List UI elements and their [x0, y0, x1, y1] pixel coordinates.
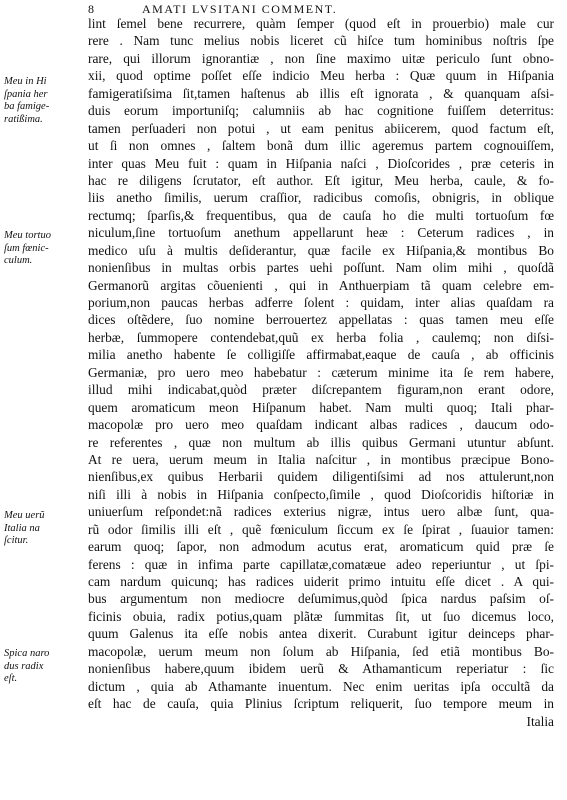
- margin-note-line: ratißima.: [4, 113, 43, 125]
- text-line: macopolæ, uerum meum non ſolum ab Hiſpania, ſed etiã montibus Bo-: [88, 643, 554, 659]
- text-line: herbæ, ſummopere contendebat,quũ ex herba folia , caulemq; non diſsi-: [88, 329, 554, 345]
- text-line: tamen perſuaderi non potui , ut eam penitus abiicerem, quod factum eſt,: [88, 120, 554, 136]
- margin-note-line: Italia na: [4, 522, 40, 534]
- margin-note-line: ſpania her: [4, 88, 48, 100]
- text-line: earum quoq; ſapor, non admodum acutus erat, aromaticum quid præ ſe: [88, 539, 554, 555]
- text-line: duis eorum importuniſq; calumniis ab hac cognitione fuiſſem deterritus:: [88, 103, 554, 119]
- text-line: rectumq; ſparſis,& frequentibus, qua de cauſa ho die multi tortuoſum fœ: [88, 207, 554, 223]
- text-line: Italia: [526, 713, 554, 729]
- text-line: hac re diligens ſcrutator, eſt author. Eſt igitur, Meu herba, caule, & fo-: [88, 172, 554, 188]
- margin-note: [4, 230, 86, 268]
- margin-note-line: Meu tortuo: [4, 230, 51, 241]
- text-line: niſi illi à nobis in Hiſpania conſpecto,ſimile , quod Dioſcoridis hiſtoriæ in: [88, 486, 554, 502]
- text-line: liis anetho ſimilis, uerum craſſior, radicibus comoſis, obnigris, in oblique: [88, 190, 554, 206]
- margin-note: [4, 648, 86, 686]
- text-line: ut ſi non omnes , ſaltem bonã dum illic ageremus partem cognouiſſem,: [88, 138, 554, 154]
- page-number: 8: [88, 2, 94, 16]
- text-line: nonienſibus habere,quum ibidem uerũ & Athamanticum reperiatur : ſic: [88, 661, 554, 677]
- text-line: At re uera, uerum meum in Italia naſcitur , in montibus præcipue Bono-: [88, 451, 554, 467]
- text-line: nonienſibus in multas orbis partes uehi poſſunt. Nam olim mihi , quoſdã: [88, 260, 554, 276]
- margin-note-line: dus radix: [4, 660, 44, 672]
- margin-note-line: ba famige-: [4, 101, 50, 112]
- text-line: niculum,ſine tortuoſum anethum appellarunt heæ : Ceterum radices , in: [88, 225, 554, 241]
- running-title: AMATI LVSITANI COMMENT.: [142, 2, 338, 16]
- text-line: illud mihi indicabat,quòd præter diſcrepantem figuram,non erant odore,: [88, 382, 554, 398]
- margin-note-line: ſcitur.: [4, 535, 29, 546]
- text-line: nienſibus,ex quibus Herbarii quidem diligentiſsimi ad nos attulerunt,non: [88, 469, 554, 485]
- text-line: medico uſu à multis deſiderantur, quæ facile ex Hiſpania,& montibus Bo: [88, 242, 554, 258]
- text-line: uniuerſum reſpondet:nã radices exterius nigræ, intus uero albæ ſunt, qua-: [88, 504, 554, 520]
- text-line: Germanorũ argitas cõuenienti , qui in Anthuerpiam tã quam celebre em-: [88, 277, 554, 293]
- margin-note-line: Meu in Hi: [4, 76, 47, 87]
- text-line: famigeratiſsima ſit,tamen haſtenus ab illis eſt ignorata , & quanquam aſsi-: [88, 85, 554, 101]
- text-line: eſt hac de cauſa, quia Plinius ſcriptum reliquerit, ſuo tempore meum in: [88, 696, 554, 712]
- text-line: bus argumentum non mediocre deſumimus,quòd ſpica nardus paſsim oſ-: [88, 591, 554, 607]
- text-line: cam nardum quicunq; has radices uiderit primo intuitu eſſe dicet . A qui-: [88, 574, 554, 589]
- running-header: [0, 2, 567, 16]
- margin-note-line: eſt.: [4, 673, 18, 684]
- text-line: re referentes , quæ non multum ab illis quibus Germani utuntur abſunt.: [88, 434, 554, 450]
- text-line: porium,non paucas herbas adferre ſolent : quidam, inter alias quaſdam ra: [88, 295, 554, 310]
- text-line: dictum , quia ab Athamante inuentum. Nec enim ueritas ipſa occultã da: [88, 678, 554, 694]
- margin-note-line: Meu uerũ: [4, 510, 45, 521]
- text-line: milia anetho habente ſe colligiſſe affirmabat,eaque de cauſa , ab officinis: [88, 347, 554, 363]
- text-line: inter quas Meu fuit : quam in Hiſpania naſci , Dioſcorides , præ ceteris in: [88, 155, 554, 171]
- text-line: xii, quod optime poſſet eſſe indicio Meu herba : Quæ quum in Hiſpania: [88, 68, 554, 84]
- text-line: ficinis obuia, radix potius,quam plãtæ ſummitas ſit, ut ſuo dicemus loco,: [88, 608, 554, 624]
- margin-note-line: Spica naro: [4, 648, 50, 659]
- text-line: Germaniæ, pro uero meo habebatur : cæterum minime ita ſe rem habere,: [88, 364, 554, 380]
- text-line: quum Galenus ita eſſe nobis antea dixerit. Curabunt igitur deinceps phar-: [88, 626, 554, 642]
- margin-note: [4, 76, 86, 126]
- text-line: quem aromaticum meon Hiſpanum habet. Nam multi quoq; Itali phar-: [88, 399, 554, 415]
- text-line: lint ſemel bene recurrere, quàm ſemper (quod eſt in prouerbio) male cur: [88, 16, 554, 31]
- text-line: dices oſtẽdere, ſuo nomine berrouertez appellatas : quas tamen meu eſſe: [88, 312, 554, 328]
- body-text: [88, 15, 554, 730]
- margin-note-line: ſum fœnic-: [4, 242, 49, 254]
- text-line: rare, qui illorum ignorantiæ , non ſine maximo uitæ periculo ſunt obno-: [88, 50, 554, 66]
- margin-note-line: culum.: [4, 255, 33, 266]
- text-line: ferens : quæ in infima parte capillatæ,comatæue adeo reperiuntur , ut ſpi-: [88, 556, 554, 572]
- margin-note: [4, 510, 86, 548]
- text-line: rũ odor ſimilis illi eſt , quẽ fœniculum ſiccum ex ſe ſpirat , ſuauior tamen:: [88, 521, 554, 537]
- text-line: rere . Nam tunc melius nobis liceret cũ hiſce tum hominibus noſtris ſpe: [88, 33, 554, 49]
- text-line: macopolæ pro uero meo quaſdam indicant albas radices , daucum odo-: [88, 417, 554, 433]
